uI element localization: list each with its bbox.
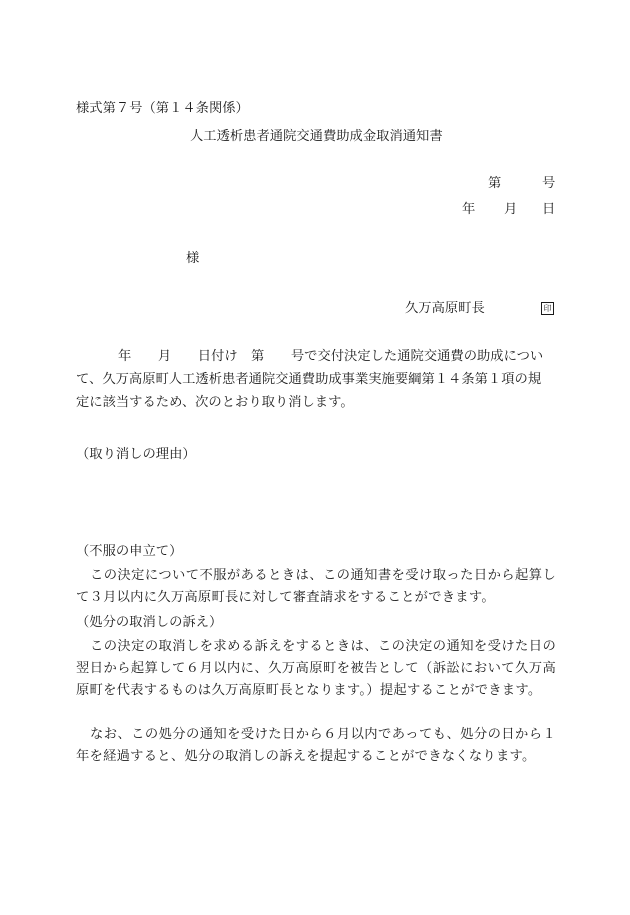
body-line-3: 定に該当するため、次のとおり取り消します。 (76, 395, 354, 410)
date-year: 年 (462, 202, 476, 217)
seal-text: 印 (541, 302, 554, 315)
document-title: 人工透析患者通院交通費助成金取消通知書 (190, 129, 443, 144)
number-go: 号 (542, 176, 556, 191)
appeal-heading: （不服の申立て） (76, 544, 183, 559)
number-dai: 第 (488, 176, 502, 191)
body-line-1: 年 月 日付け 第 号で交付決定した通院交通費の助成につい (118, 349, 544, 364)
date-month: 月 (504, 202, 518, 217)
lawsuit-note: なお、この処分の通知を受けた日から６月以内であっても、処分の日から１年を経過すると、処分の取消しの訴えを提起することができなくなります。 (76, 727, 556, 764)
appeal-text: この決定について不服があるときは、この通知書を受け取った日から起算して３月以内に久万高原町長に対して審査請求をすることができます。 (76, 568, 556, 605)
date-day: 日 (542, 202, 556, 217)
form-label: 様式第７号（第１４条関係） (76, 101, 249, 116)
reason-heading: （取り消しの理由） (76, 447, 196, 462)
lawsuit-heading: （処分の取消しの訴え） (76, 615, 223, 630)
seal-mark (541, 302, 554, 315)
lawsuit-text: この決定の取消しを求める訴えをするときは、この決定の通知を受けた日の翌日から起算して６月以内に、久万高原町を被告として（訴訟において久万高原町を代表するものは久万高原町長となります。）提起することができます。 (76, 639, 556, 698)
issuer-name: 久万高原町長 (405, 301, 485, 316)
body-line-2: て、久万高原町人工透析患者通院交通費助成事業実施要綱第１４条第１項の規 (76, 372, 542, 387)
recipient-suffix: 様 (186, 251, 200, 266)
